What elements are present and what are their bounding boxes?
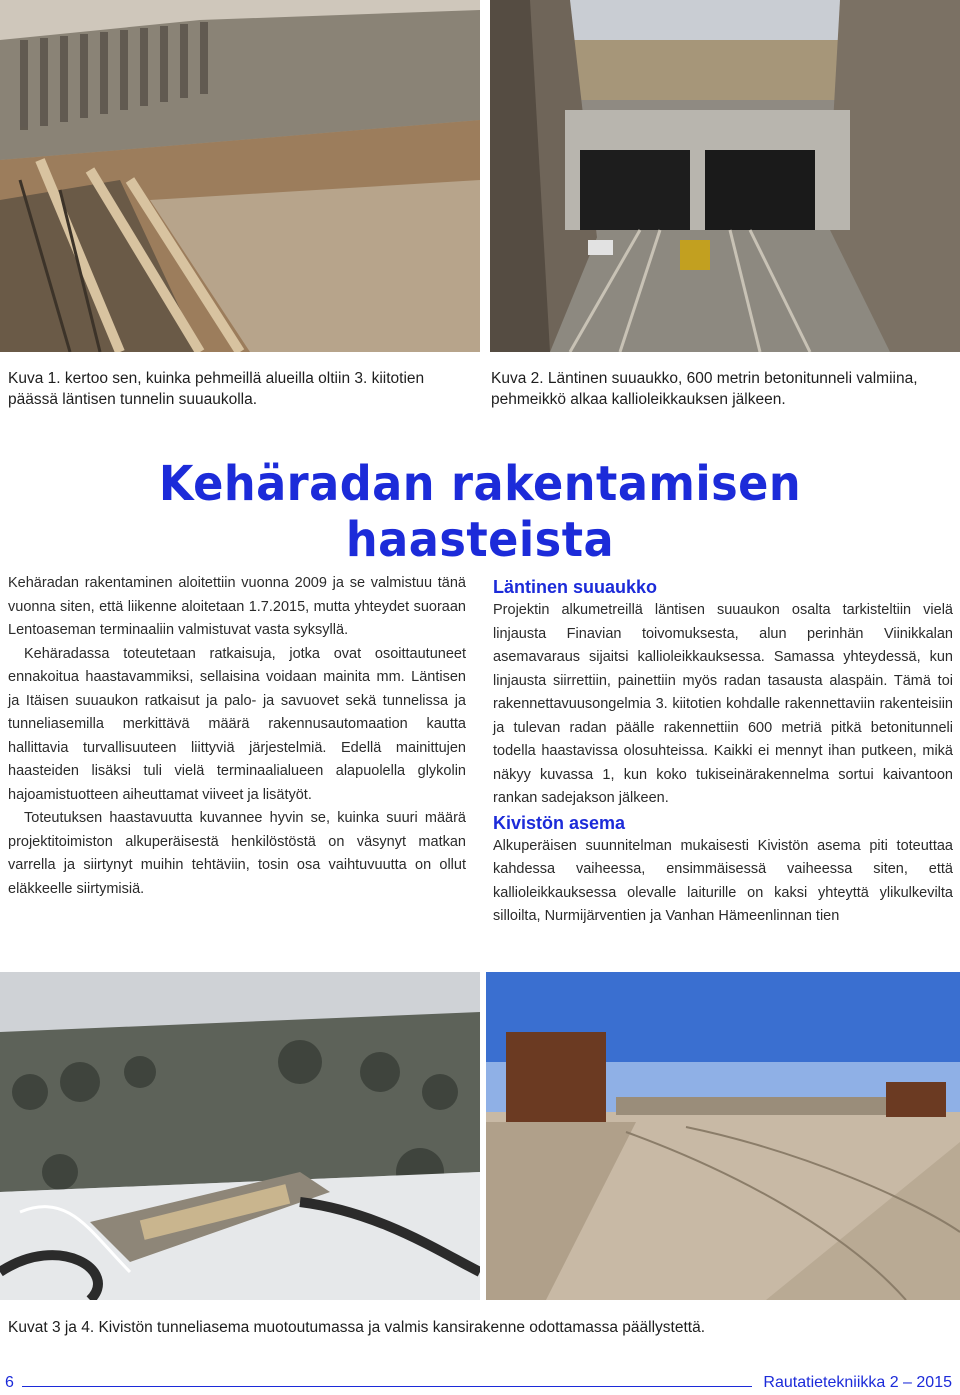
right-paragraph-1: Projektin alkumetreillä läntisen suuaukon osalta tarkisteltiin vielä linjausta Finavian toivomuksesta, alun perinhän Viinikkalan asemavaraus sijaitsi kallioleikkauksessa. Samassa yhteydessä, kun linjausta siirrettiin, painettiin myös radan tasausta alaspäin. Tämä toi rakennettavuusongelmia 3. kiitotien kohdalle rakennettaviin rakenteisiin ja tulevan radan päälle rakennettiin 600 metriä pitkä betonitunneli todella haastavissa olosuhteissa. Kaikki ei mennyt ihan putkeen, mikä näkyy kuvassa 1, kun koko tukiseinärakennelma sortui kaivantoon rankan sadejakson jälkeen. bbox=[493, 602, 953, 806]
article-title: Kehäradan rakentamisen haasteista bbox=[158, 456, 802, 568]
right-column bbox=[493, 575, 953, 929]
photo-collapsed-retaining-wall bbox=[0, 0, 480, 352]
left-paragraph-3: Toteutuksen haastavuutta kuvannee hyvin se, kuinka suuri määrä projektitoimiston alkuperäisestä henkilöstöstä on väsynyt matkan varrella ja siirtynyt muihin tehtäviin, tosin osa vaihtuvuutta on ollut eläkkeelle siirtymisiä. bbox=[8, 810, 466, 897]
caption-photo-1: Kuva 1. kertoo sen, kuinka pehmeillä alueilla oltiin 3. kiitotien päässä läntisen tunnelin suuaukolla. bbox=[8, 370, 425, 408]
station-deck-icon bbox=[486, 972, 960, 1300]
photo-kivisto-aerial bbox=[0, 972, 480, 1300]
aerial-station-icon bbox=[0, 972, 480, 1300]
photo-kivisto-deck bbox=[486, 972, 960, 1300]
footer-rule bbox=[22, 1386, 752, 1387]
caption-photo-2: Kuva 2. Läntinen suuaukko, 600 metrin betonitunneli valmiina, pehmeikkö alkaa kallioleikkauksen jälkeen. bbox=[491, 370, 918, 408]
page-number: 6 bbox=[5, 1374, 14, 1391]
left-column bbox=[8, 572, 466, 901]
caption-photos-3-4: Kuvat 3 ja 4. Kivistön tunneliasema muotoutumassa ja valmis kansirakenne odottamassa päällystettä. bbox=[8, 1319, 706, 1336]
heading-kivisto-station: Kivistön asema bbox=[493, 812, 626, 833]
right-paragraph-2: Alkuperäisen suunnitelman mukaisesti Kivistön asema piti toteuttaa kahdessa vaiheessa, ensimmäisessä vaiheessa siten, että kallioleikkauksessa olevalle laiturille on kaksi yhteyttä ylikulkevilta silloilta, Nurmijärventien ja Vanhan Hämeenlinnan tien bbox=[493, 837, 953, 924]
construction-pit-icon bbox=[0, 0, 480, 352]
publication-name: Rautatietekniikka 2 – 2015 bbox=[763, 1374, 952, 1391]
photo-western-tunnel-portal bbox=[490, 0, 960, 352]
heading-western-portal: Läntinen suuaukko bbox=[493, 577, 658, 597]
tunnel-portal-icon bbox=[490, 0, 960, 352]
left-paragraph-2: Kehäradassa toteutetaan ratkaisuja, jotka ovat osoittautuneet ennakoitua haastavammiksi, sellaisina voidaan mainita mm. Läntisen ja Itäisen suuaukon ratkaisut ja palo- ja savuovet sekä tunnelissa ja tunneliasemilla merkittävä määrä rakennusautomaation kautta hallittavia turvallisuuteen liittyviä järjestelmiä. Edellä mainittujen haasteiden lisäksi tuli vielä terminaalialueen alapuolella glykolin hajoamistuotteen aiheuttamat viiveet ja lisätyöt. bbox=[8, 645, 466, 803]
left-paragraph-1: Kehäradan rakentaminen aloitettiin vuonna 2009 ja se valmistuu tänä vuonna siten, että liikenne aloitetaan 1.7.2015, mutta yhteydet suoraan Lentoaseman terminaaliin valmistuvat vasta syksyllä. bbox=[8, 575, 466, 638]
